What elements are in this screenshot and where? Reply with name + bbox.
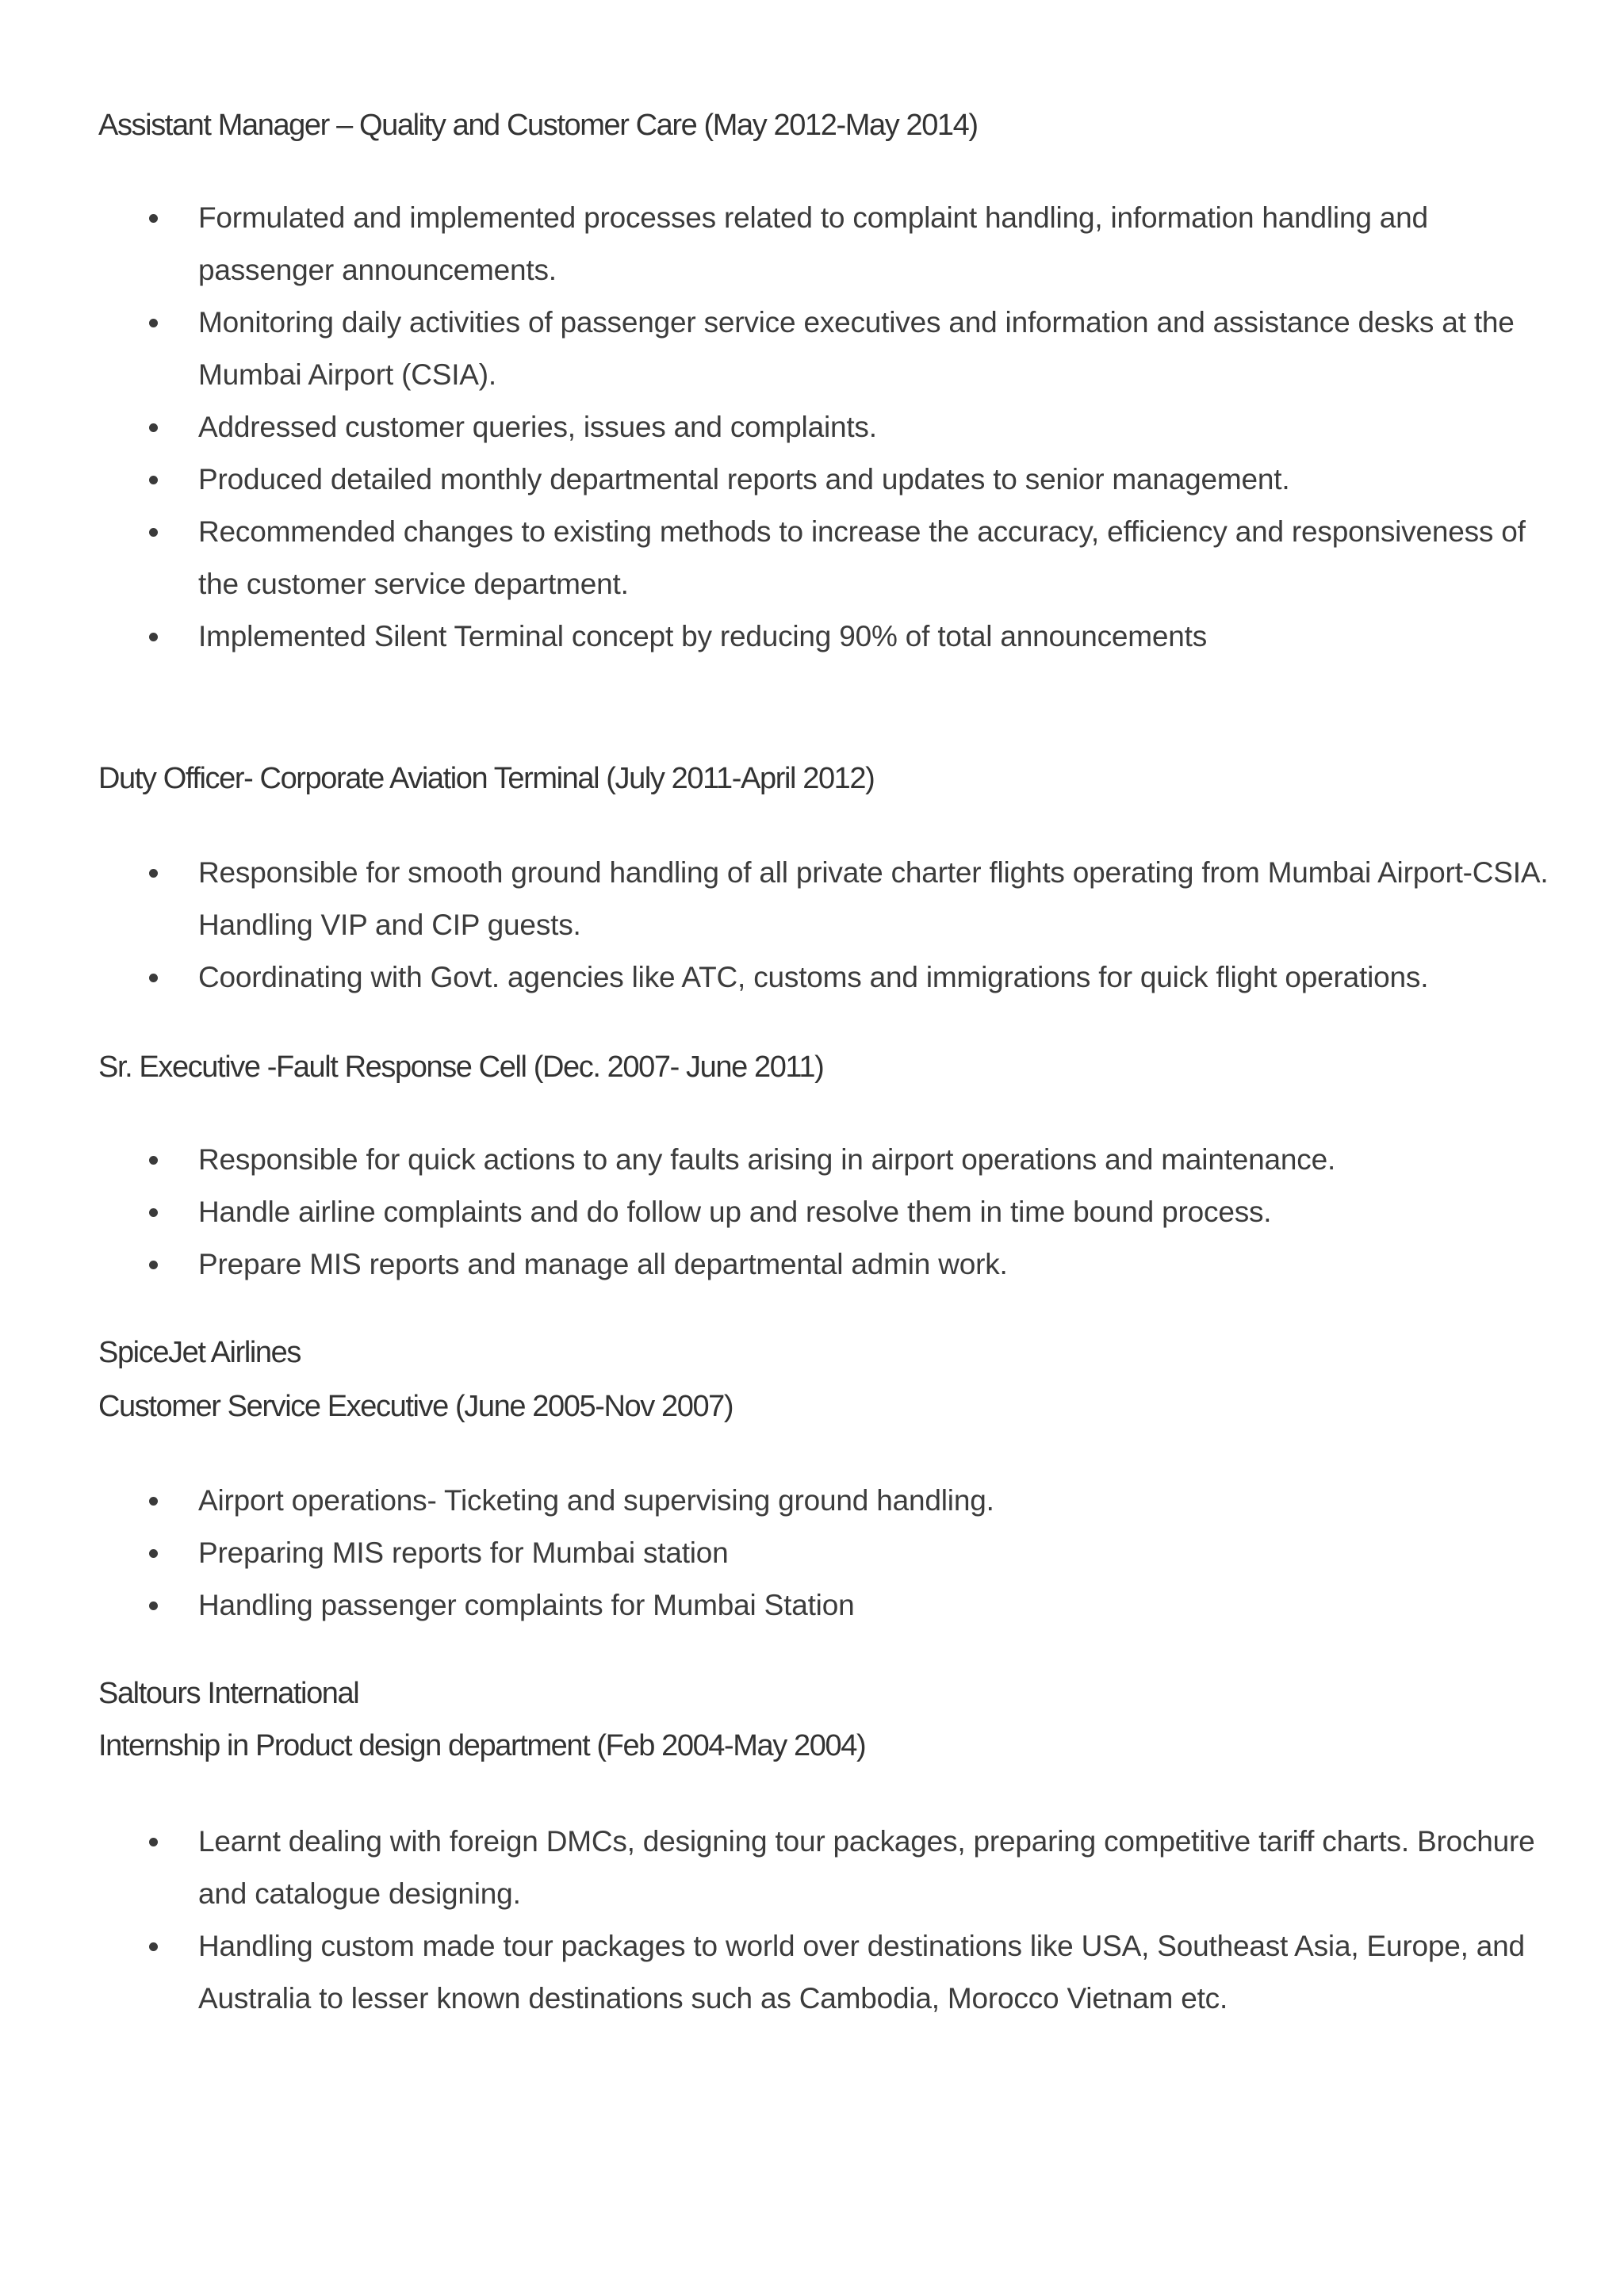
bullet-icon — [149, 869, 158, 878]
job-title-heading: Assistant Manager – Quality and Customer Care (May 2012-May 2014) — [98, 109, 978, 142]
list-item: Recommended changes to existing methods to increase the accuracy, efficiency and responsiveness of the customer service department. — [143, 506, 1554, 610]
bullet-icon — [149, 319, 158, 327]
list-item: Monitoring daily activities of passenger service executives and information and assistance desks at the Mumbai Airport (CSIA). — [143, 297, 1554, 401]
responsibilities-list — [143, 1134, 1554, 1291]
job-title-heading: Sr. Executive -Fault Response Cell (Dec. 2007- June 2011) — [98, 1050, 824, 1084]
bullet-icon — [149, 214, 158, 223]
bullet-icon — [149, 1942, 158, 1951]
bullet-icon — [149, 528, 158, 537]
list-item: Implemented Silent Terminal concept by reducing 90% of total announcements — [143, 610, 1554, 663]
bullet-icon — [149, 423, 158, 432]
company-name-heading: Saltours International — [98, 1677, 359, 1710]
bullet-icon — [149, 1156, 158, 1165]
job-title-heading: Internship in Product design department (Feb 2004-May 2004) — [98, 1729, 866, 1762]
job-title-heading: Customer Service Executive (June 2005-Nov 2007) — [98, 1390, 733, 1423]
bullet-icon — [149, 1497, 158, 1506]
list-item: Responsible for quick actions to any faults arising in airport operations and maintenance. — [143, 1134, 1554, 1186]
list-item: Formulated and implemented processes related to complaint handling, information handling and passenger announcements. — [143, 192, 1554, 297]
company-name-heading: SpiceJet Airlines — [98, 1336, 301, 1369]
list-item: Handling passenger complaints for Mumbai Station — [143, 1579, 1554, 1632]
list-item: Produced detailed monthly departmental reports and updates to senior management. — [143, 453, 1554, 506]
bullet-icon — [149, 974, 158, 982]
bullet-icon — [149, 476, 158, 484]
list-item: Prepare MIS reports and manage all departmental admin work. — [143, 1238, 1554, 1291]
responsibilities-list — [143, 1475, 1554, 1632]
bullet-icon — [149, 633, 158, 641]
list-item: Addressed customer queries, issues and complaints. — [143, 401, 1554, 453]
bullet-icon — [149, 1208, 158, 1217]
list-item: Handling custom made tour packages to world over destinations like USA, Southeast Asia, Europe, and Australia to lesser known destinations such as Cambodia, Morocco Vietnam etc. — [143, 1920, 1554, 2025]
list-item: Preparing MIS reports for Mumbai station — [143, 1527, 1554, 1579]
list-item: Coordinating with Govt. agencies like ATC, customs and immigrations for quick flight operations. — [143, 951, 1554, 1004]
bullet-icon — [149, 1601, 158, 1610]
bullet-icon — [149, 1549, 158, 1558]
list-item: Airport operations- Ticketing and supervising ground handling. — [143, 1475, 1554, 1527]
bullet-icon — [149, 1838, 158, 1846]
responsibilities-list — [143, 192, 1554, 663]
list-item: Responsible for smooth ground handling of all private charter flights operating from Mumbai Airport-CSIA. Handling VIP and CIP guests. — [143, 847, 1554, 951]
bullet-icon — [149, 1261, 158, 1269]
responsibilities-list — [143, 847, 1554, 1004]
list-item: Learnt dealing with foreign DMCs, designing tour packages, preparing competitive tariff charts. Brochure and catalogue designing. — [143, 1816, 1554, 1920]
list-item: Handle airline complaints and do follow up and resolve them in time bound process. — [143, 1186, 1554, 1238]
job-title-heading: Duty Officer- Corporate Aviation Terminal (July 2011-April 2012) — [98, 762, 875, 795]
responsibilities-list — [143, 1816, 1554, 2025]
